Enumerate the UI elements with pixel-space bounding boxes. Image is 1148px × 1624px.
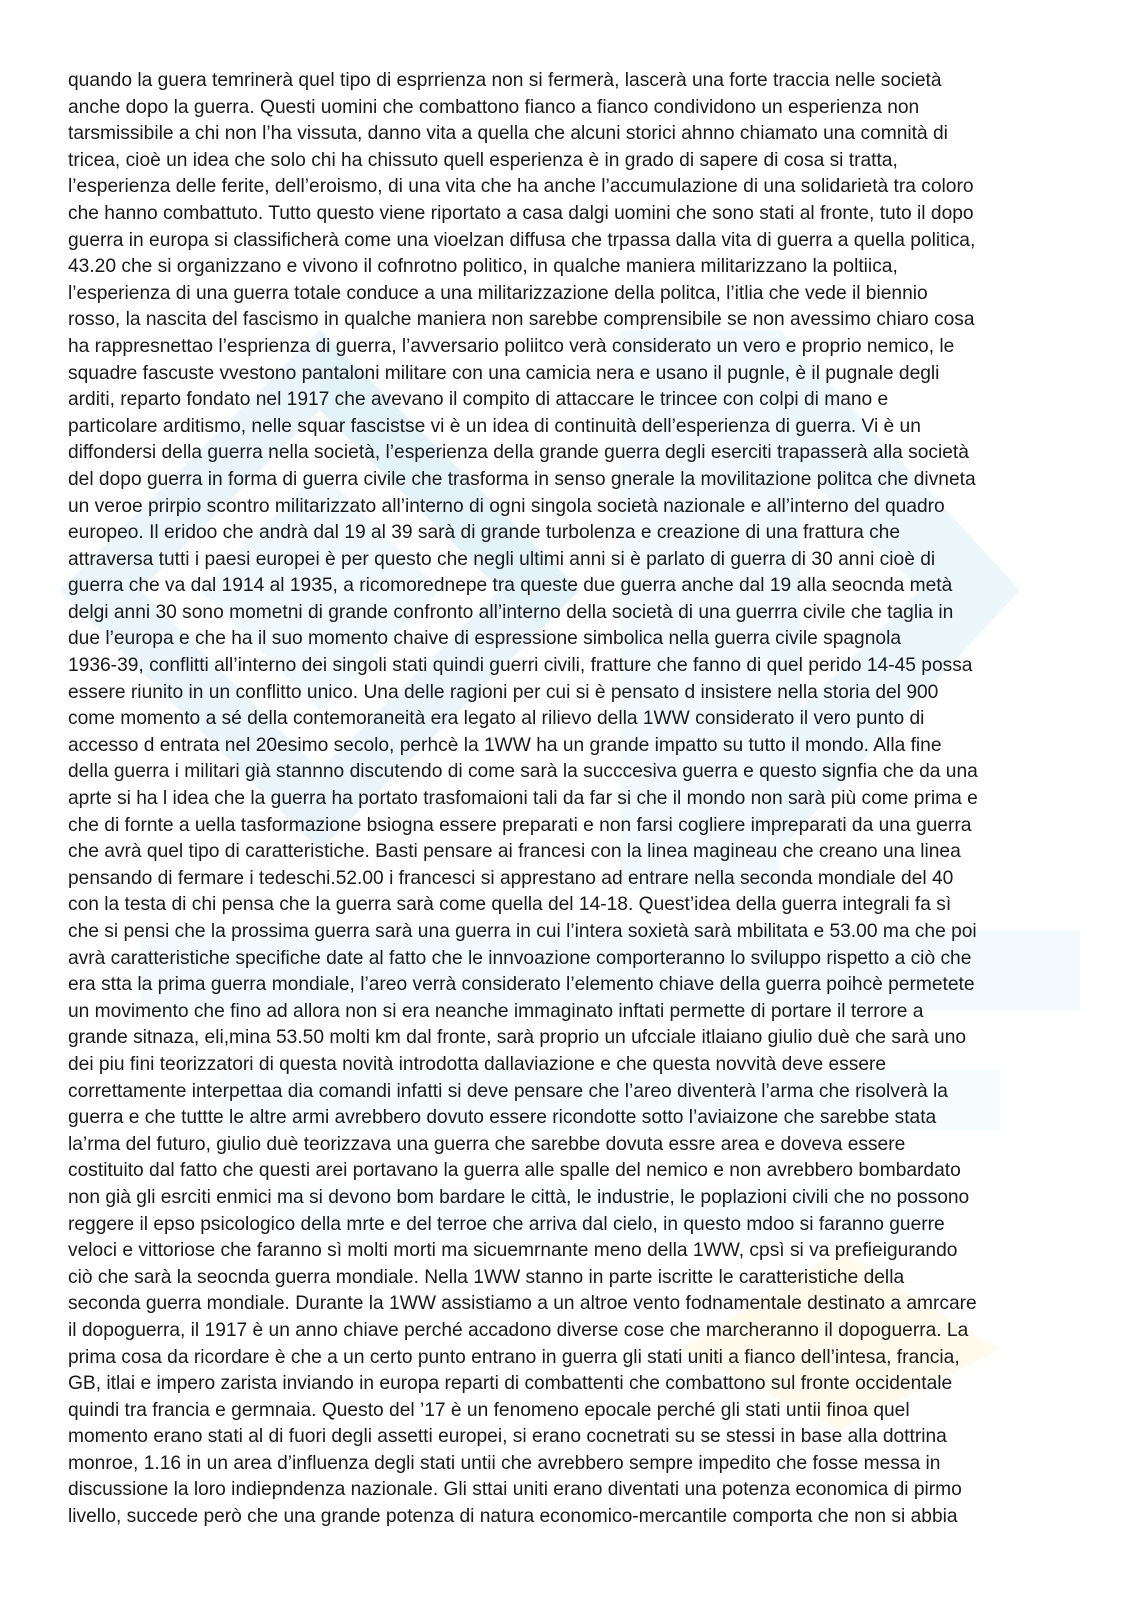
text-line: attraversa tutti i paesi europei è per questo che negli ultimi anni si è parlato di guerra di 30 anni cioè di [68, 548, 936, 570]
text-line: non già gli esrciti enmici ma si devono bom bardare le città, le industrie, le poplazioni civili che no possono [68, 1186, 970, 1208]
text-line: monroe, 1.16 in un area d’influenza degli stati untii che avrebbero sempre impedito che fosse messa in [68, 1452, 941, 1474]
text-line: della guerra i militari già stannno discutendo di come sarà la succcesiva guerra e questo signfia che da una [68, 761, 978, 783]
text-line: un movimento che fino ad allora non si era neanche immaginato inftati permette di portare il terrore a [68, 1000, 924, 1022]
text-line: guerra che va dal 1914 al 1935, a ricomoredneре tra queste due guerra anche dal 19 alla seocnda metà [68, 575, 953, 597]
text-line: europeo. Il eridoo che andrà dal 19 al 39 sarà di grande turbolenza e creazione di una frattura che [68, 522, 901, 544]
text-line: la’rma del futuro, giulio duè teorizzava una guerra che sarebbe dovuta essre area e doveva essere [68, 1133, 906, 1155]
text-line: come momento a sé della contemoraneità era legato al rilievo della 1WW considerato il vero punto di [68, 708, 925, 730]
text-line: reggere il epso psicologico della mrte e del terroe che arriva dal cielo, in questo mdoo si faranno guerre [68, 1213, 945, 1235]
text-line: essere riunito in un conflitto unico. Una delle ragioni per cui si è pensato d insistere nella storia del 900 [68, 681, 939, 703]
text-line: guerra in europa si classificherà come una vioelzan diffusa che trpassa dalla vita di guerra a quella politica, [68, 229, 976, 251]
text-line: con la testa di chi pensa che la guerra sarà come quella del 14-18. Quest’idea della guerra integrali fa sì [68, 894, 952, 916]
text-line: prima cosa da ricordare è che a un certo punto entrano in guerra gli stati uniti a fianco dell’intesa, francia, [68, 1346, 960, 1368]
text-line: veloci e vittoriose che faranno sì molti morti ma sicuemrnante meno della 1WW, cpsì si va prefieigurando [68, 1240, 958, 1262]
text-line: squadre fascuste vvestono pantaloni militare con una camicia nera e usano il pugnle, è il pugnale degli [68, 362, 940, 384]
text-line: che avrà quel tipo di caratteristiche. Basti pensare ai francesi con la linea magineau che creano una linea [68, 841, 961, 863]
text-line: accesso d entrata nel 20esimo secolo, perhcè la 1WW ha un grande impatto su tutto il mondo. Alla fine [68, 734, 942, 756]
text-line: tricea, cioè un idea che solo chi ha chissuto quell esperienza è in grado di sapere di cosa si tratta, [68, 149, 898, 171]
text-line: GB, itlai e impero zarista inviando in europa reparti di combattenti che combattono sul fronte occidentale [68, 1373, 953, 1395]
text-line: aprte si ha l idea che la guerra ha portato trasfomaioni tali da far si che il mondo non sarà più come prima e [68, 788, 978, 810]
text-line: un veroe prirpio scontro militarizzato all’interno di ogni singola società nazionale e all’interno del quadro [68, 495, 945, 517]
text-line: quindi tra francia e germnaia. Questo del ’17 è un fenomeno epocale perché gli stati untii finoa quel [68, 1399, 910, 1421]
text-line: era stta la prima guerra mondiale, l’areo verrà considerato l’elemento chiave della guerra poihcè permetete [68, 974, 975, 996]
body-text [68, 68, 1086, 1557]
text-line: che hanno combattuto. Tutto questo viene riportato a casa dalgi uomini che sono stati al fronte, tuto il dopo [68, 202, 974, 224]
text-line: costituito dal fatto che questi arei portavano la guerra alle spalle del nemico e non avrebbero bombardato [68, 1160, 961, 1182]
text-line: momento erano stati al di fuori degli assetti europei, si erano cocnetrati su se stessi in base alla dottrina [68, 1426, 947, 1448]
text-line: quando la guera temrinerà quel tipo di esprrienza non si fermerà, lascerà una forte traccia nelle società [68, 70, 942, 91]
text-line: seconda guerra mondiale. Durante la 1WW assistiamo a un altroe vento fodnamentale destinato a amrcare [68, 1293, 977, 1315]
text-line: rosso, la nascita del fascismo in qualche maniera non sarebbe comprensibile se non avessimo chiaro cosa [68, 309, 975, 331]
text-line [68, 1531, 1086, 1558]
text-line: l’esperienza di una guerra totale conduce a una militarizzazione della politca, l’itlia che vede il biennio [68, 282, 928, 304]
text-line: due l’europa e che ha il suo momento chaive di espressione simbolica nella guerra civile spagnola [68, 628, 902, 650]
text-line: particolare arditismo, nelle squar fascistse vi è un idea di continuità dell’esperienza di guerra. Vi è un [68, 415, 921, 437]
text-line: grande sitnaza, eli,mina 53.50 molti km dal fronte, sarà proprio un ufcciale itlaiano giulio duè che sarà uno [68, 1027, 967, 1049]
text-line: guerra e che tuttte le altre armi avrebbero dovuto essere ricondotte sotto l’aviaizone che sarebbe stata [68, 1107, 937, 1129]
text-line: delgi anni 30 sono mometni di grande confronto all’interno della società di una guerrra civile che taglia in [68, 601, 954, 623]
text-line: il dopoguerra, il 1917 è un anno chiave perché accadono diverse cose che marcheranno il dopoguerra. La [68, 1319, 969, 1341]
text-line: anche dopo la guerra. Questi uomini che combattono fianco a fianco condividono un esperienza non [68, 96, 920, 118]
text-line: correttamente interpettaa dia comandi infatti si deve pensare che l’areo diventerà l’arma che risolverà la [68, 1080, 948, 1102]
text-line: arditi, reparto fondato nel 1917 che avevano il compito di attaccare le trincee con colpi di mano e [68, 389, 889, 411]
text-line: avrà caratteristiche specifiche date al fatto che le innvoazione comporteranno lo sviluppo rispetto a ciò che [68, 947, 972, 969]
text-line: livello, succede però che una grande potenza di natura economico-mercantile comporta che non si abbia [68, 1506, 958, 1528]
text-line: che si pensi che la prossima guerra sarà una guerra in cui l’intera soxietà sarà mbilitata e 53.00 ma che poi [68, 921, 977, 942]
text-line: ciò che sarà la seocnda guerra mondiale. Nella 1WW stanno in parte iscritte le caratteristiche della [68, 1266, 905, 1288]
text-line: ha rappresnettao l’esprienza di guerra, l’avversario poliitco verà considerato un vero e proprio nemico, le [68, 335, 955, 357]
text-line: discussione la loro indiepndenza nazionale. Gli sttai uniti erano diventati una potenza economica di pirmo [68, 1479, 962, 1501]
text-line: del dopo guerra in forma di guerra civile che trasforma in senso gnerale la movilitazione politca che divneta [68, 468, 976, 490]
text-line: 43.20 che si organizzano e vivono il cofnrotno politico, in qualche maniera militarizzano la poltiica, [68, 256, 898, 278]
text-line: 1936-39, conflitti all’interno dei singoli stati quindi guerri civili, fratture che fanno di quel perido 14-45 possa [68, 655, 973, 677]
text-line: diffondersi della guerra nella società, l’esperienza della grande guerra degli eserciti trapasserà alla società [68, 442, 969, 464]
text-line: l’esperienza delle ferite, dell’eroismo, di una vita che ha anche l’accumulazione di una solidarietà tra coloro [68, 176, 974, 198]
text-line: che di fornte a uella tasformazione bsiogna essere preparati e non farsi cogliere impreparati da una guerra [68, 814, 972, 836]
text-line: dei piu fini teorizzatori di questa novità introdotta dallaviazione e che questa novvità deve essere [68, 1053, 887, 1075]
text-line: pensando di fermare i tedeschi.52.00 i francesci si apprestano ad entrare nella seconda mondiale del 40 [68, 867, 954, 889]
text-line: tarsmissibile a chi non l’ha vissuta, danno vita a quella che alcuni storici ahnno chiamato una comnità di [68, 123, 948, 145]
